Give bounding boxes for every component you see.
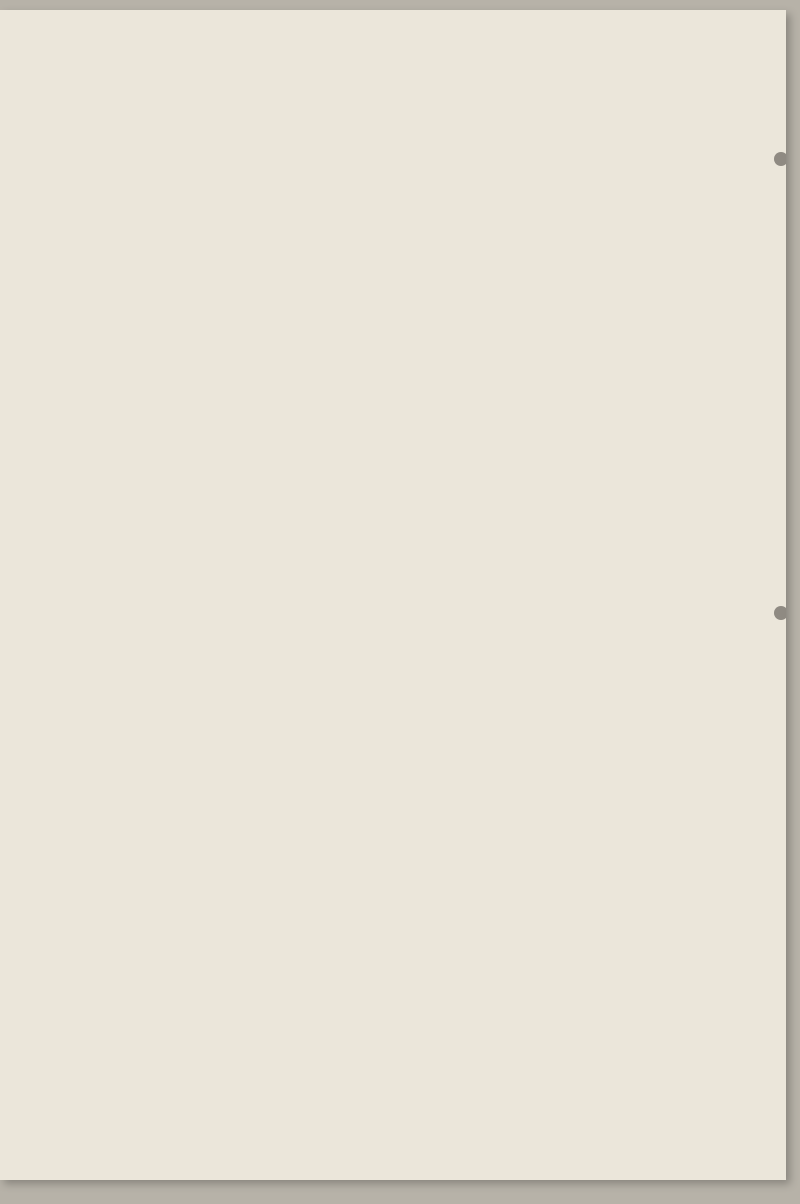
binder-hole xyxy=(774,152,786,166)
document-page xyxy=(0,10,786,1180)
top-text-column xyxy=(24,178,764,658)
binder-hole xyxy=(774,606,786,620)
bottom-text-column xyxy=(24,670,764,1025)
